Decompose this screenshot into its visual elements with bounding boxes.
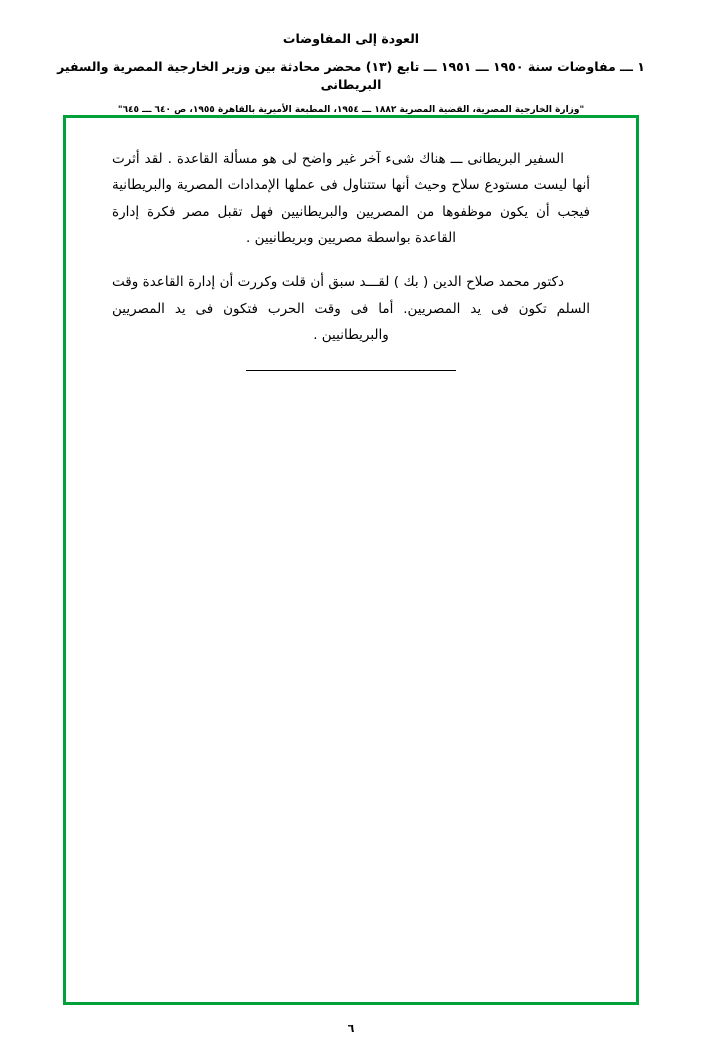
paragraph-salah-eldin: دكتور محمد صلاح الدين ( بك ) لقـــد سبق أن قلت وكررت أن إدارة القاعدة وقت السلم تكون فى يد المصريين. أما فى وقت الحرب فتكون فى يد المصريين والبريطانيين . [112, 274, 590, 343]
horizontal-rule [246, 370, 456, 371]
page-title: العودة إلى المفاوضات [282, 31, 420, 46]
page-header [0, 0, 702, 117]
page-number: ٦ [347, 1022, 355, 1035]
content-frame [63, 115, 639, 1005]
document-subtitle: ١ ـــ مفاوضات سنة ١٩٥٠ ـــ ١٩٥١ ـــ تابع (١٣) محضر محادثة بين وزير الخارجية المصرية والسفير البريطانى [57, 58, 645, 93]
section-divider [112, 370, 590, 371]
document-body [66, 118, 636, 371]
source-citation: "وزارة الخارجية المصرية، القضية المصرية ١٨٨٢ ـــ ١٩٥٤، المطبعة الأميرية بالقاهرة ١٩٥٥، ص ٦٤٠ ـــ ٦٤٥" [117, 105, 585, 115]
paragraph-british-ambassador: السفير البريطانى ـــ هناك شىء آخر غير واضح لى هو مسألة القاعدة . لقد أثرت أنها ليست مستودع سلاح وحيث أنها ستتناول فى عملها الإمدادات المصرية والبريطانية فيجب أن يكون موظفوها من المصريين والبريطانيين فهل تقبل مصر فكرة إدارة القاعدة بواسطة مصريين وبريطانيين . [112, 151, 590, 246]
